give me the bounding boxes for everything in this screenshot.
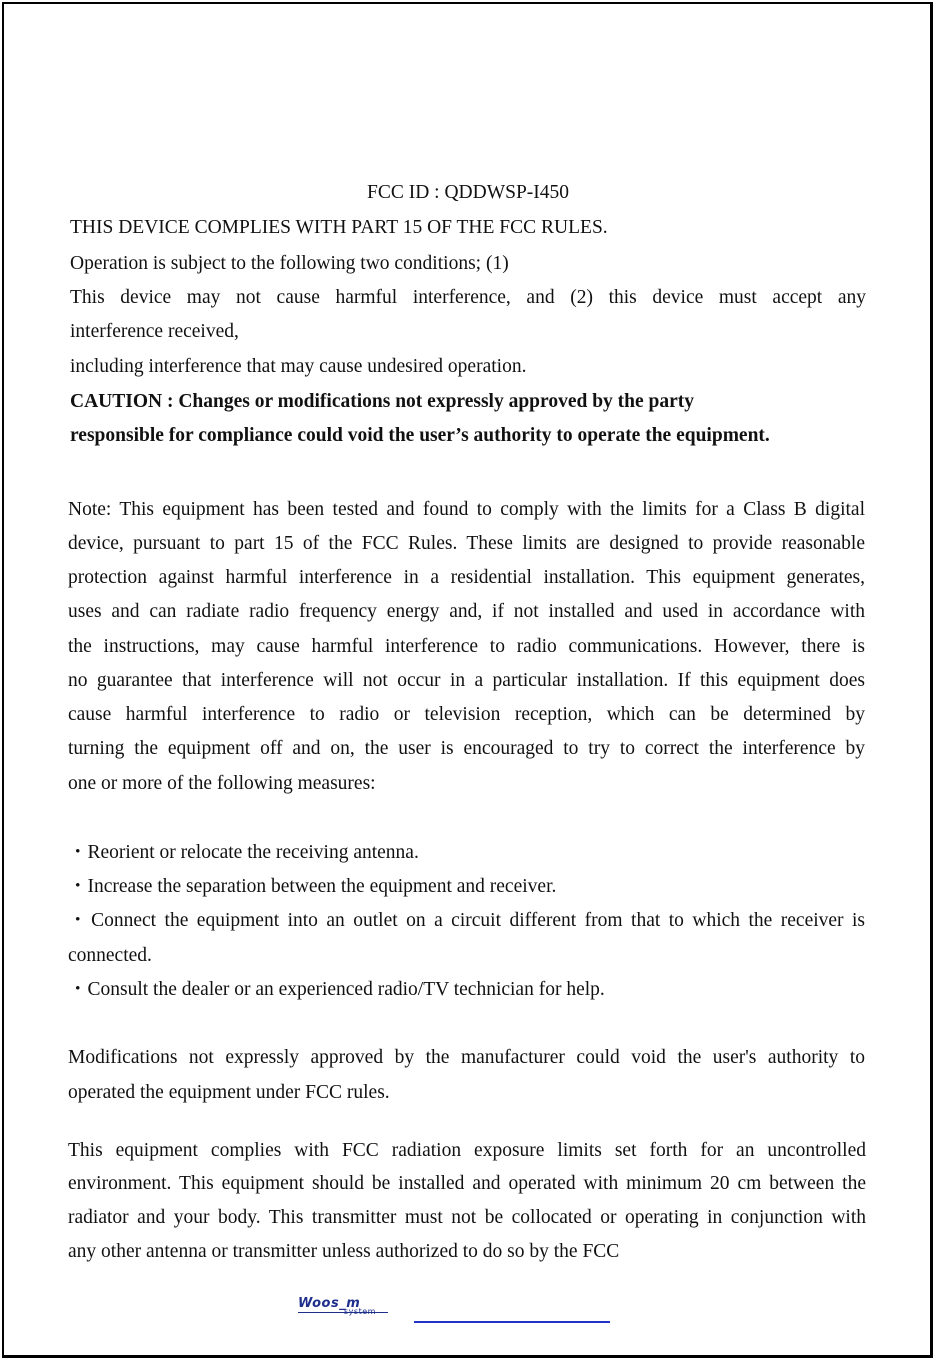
caution-line-1: CAUTION : Changes or modifications not expressly approved by the party [70, 391, 695, 412]
conditions-line-3: interference received, [70, 321, 239, 342]
measure-item-2: ・Increase the separation between the equipment and receiver. [68, 876, 557, 897]
radiation-line-4: any other antenna or transmitter unless authorized to do so by the FCC [68, 1241, 620, 1262]
note-line-3: protection against harmful interference in a residential installation. This equipment generates, [68, 567, 865, 588]
footer-link-underline[interactable] [414, 1321, 610, 1323]
conditions-line-4: including interference that may cause undesired operation. [70, 356, 527, 377]
note-line-2: device, pursuant to part 15 of the FCC Rules. These limits are designed to provide reasonable [68, 533, 865, 554]
note-line-6: no guarantee that interference will not occur in a particular installation. If this equipment does [68, 670, 865, 691]
note-line-5: the instructions, may cause harmful interference to radio communications. However, there is [68, 636, 865, 657]
caution-line-2: responsible for compliance could void the user’s authority to operate the equipment. [70, 425, 770, 446]
modifications-line-1: Modifications not expressly approved by the manufacturer could void the user's authority to [68, 1047, 865, 1068]
radiation-line-2: environment. This equipment should be installed and operated with minimum 20 cm between the [68, 1173, 866, 1194]
logo-sub-text: system [344, 1307, 376, 1316]
modifications-line-2: operated the equipment under FCC rules. [68, 1082, 390, 1103]
conditions-line-2: This device may not cause harmful interference, and (2) this device must accept any [70, 287, 866, 308]
note-line-1: Note: This equipment has been tested and found to comply with the limits for a Class B digital [68, 499, 865, 520]
note-line-7: cause harmful interference to radio or television reception, which can be determined by [68, 704, 865, 725]
logo-main-text: Woos_m [298, 1296, 361, 1311]
conditions-line-1: Operation is subject to the following two conditions; (1) [70, 253, 509, 274]
radiation-line-1: This equipment complies with FCC radiation exposure limits set forth for an uncontrolled [68, 1140, 866, 1161]
fcc-id-heading: FCC ID : QDDWSP-I450 [366, 182, 570, 203]
measure-item-4: ・Consult the dealer or an experienced radio/TV technician for help. [68, 979, 605, 1000]
radiation-line-3: radiator and your body. This transmitter must not be collocated or operating in conjunction with [68, 1207, 866, 1228]
note-line-9: one or more of the following measures: [68, 773, 376, 794]
measure-item-3: ・Connect the equipment into an outlet on a circuit different from that to which the receiver is [68, 910, 865, 931]
note-line-8: turning the equipment off and on, the user is encouraged to try to correct the interference by [68, 738, 865, 759]
note-line-4: uses and can radiate radio frequency energy and, if not installed and used in accordance with [68, 601, 865, 622]
compliance-title: THIS DEVICE COMPLIES WITH PART 15 OF THE FCC RULES. [70, 217, 608, 238]
measure-item-1: ・Reorient or relocate the receiving antenna. [68, 842, 419, 863]
measure-item-3-cont: connected. [68, 945, 152, 966]
woosim-logo [298, 1296, 394, 1320]
